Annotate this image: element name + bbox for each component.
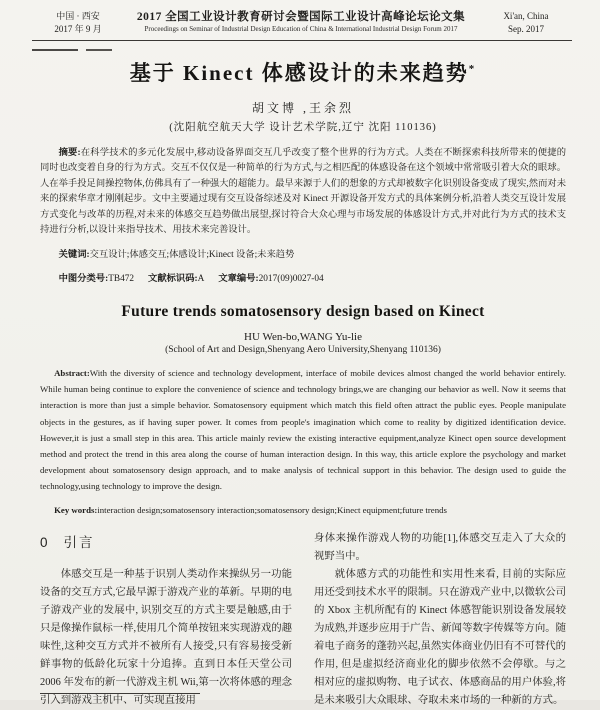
article-id-label: 文章编号:: [218, 274, 259, 285]
keywords-cn-text: 交互设计;体感交互;体感设计;Kinect 设备;未来趋势: [89, 249, 295, 260]
scan-artifact-dash-2: [86, 49, 112, 51]
article-id-segment: [218, 274, 323, 284]
header-location-line1: 中国 · 西安: [56, 11, 100, 21]
section-0-heading: [40, 534, 292, 552]
abstract-cn-text: 在科学技术的多元化发展中,移动设备界面交互几乎改变了整个世界的行为方式。人类在不断探索科技所带来的便捷的同时也改变着自身的行为方式。交互不仅仅是一种简单的行为方式,与之相匹配的体感设备在这个领域中常常吸引着大众的眼球。人在举手投足间操控物体,仿佛具有了一种强大的超能力。最早来源于人们的想象的方式却被数字化识别设备变成了现实,然而对未来的探索华章才刚刚起步。文中主要通过现有交互设备综述及对 Kinect 开源设备开发方式的具体案例分析,沿着人类交互设计发展方式变化与改革的历程,对未来的体感交互趋势做出展望,探讨符合大众心理与市场发展的体感设计方式,并对此行为方式的技术支持进行分析,以设计来指导技术、用技术来完善设计。: [40, 148, 566, 236]
footnote-divider: [40, 693, 200, 694]
abstract-cn: [40, 146, 566, 238]
keywords-cn: [40, 248, 566, 263]
abstract-en: [40, 365, 566, 495]
paper-title-cn-text: 基于 Kinect 体感设计的未来趋势: [129, 61, 469, 85]
clc-value: TB472: [108, 274, 135, 285]
clc-label: 中图分类号:: [58, 274, 109, 285]
body-column-right: [314, 530, 566, 710]
proceedings-title-en: Proceedings on Seminar of Industrial Design Education of China & International Industrial Design Forum 2017: [144, 25, 458, 33]
body-paragraph-right-2: 就体感方式的功能性和实用性来看, 目前的实际应用还受到技术水平的限制。只在游戏产业中,以微软公司的 Xbox 主机所配有的 Kinect 体感智能识别设备发展较为成熟,并逐步应用于广告、新闻等数字传媒等方向。随着电子商务的蓬勃兴起,虽然实体商业仍旧有不可替代的作用, 但是虚拟经济商业化的脚步依然不会停歇。与之相对应的虚拟购物、电子试衣、体感商品的用户体验,将是未来吸引大众眼球、夺取未来市场的一种新的方式。: [314, 569, 566, 707]
paper-title-en: Future trends somatosensory design based on Kinect: [121, 303, 485, 321]
keywords-cn-label: 关键词:: [58, 249, 90, 260]
authors-en: HU Wen-bo,WANG Yu-lie: [244, 331, 362, 344]
header-divider: [32, 40, 572, 41]
keywords-en-label: Key words:: [54, 505, 98, 516]
header-date-line-en: Sep. 2017: [508, 24, 544, 34]
doc-code-label: 文献标识码:: [148, 274, 198, 285]
keywords-en-text: interaction design;somatosensory interaction;somatosensory design;Kinect equipment;future trends: [97, 505, 447, 516]
body-paragraph-left: 体感交互是一种基于识别人类动作来操纵另一功能设备的交互方式,它最早源于游戏产业的革新。早期的电子游戏产业的发展中, 识别交互的方式主要是触感,由于只是像操作鼠标一样,使用几个简单按钮来实现游戏的趣味性,这种交互方式并不被所有人接受,只有容易接受新鲜事物的低龄化玩家十分追捧。直到日本任天堂公司 2006 年发布的新一代游戏主机 Wii,第一次将体感的理念引入到游戏主机中、可实现直接用: [40, 569, 292, 707]
scan-artifact-dash: [32, 49, 78, 51]
header-location-cn: [40, 10, 116, 36]
body-columns: [40, 530, 566, 710]
title-footnote-asterisk: *: [468, 63, 477, 75]
doc-code-segment: [148, 274, 204, 284]
abstract-cn-label: 摘要:: [58, 148, 81, 158]
paper-title-cn: [40, 57, 566, 87]
doc-code-value: A: [197, 274, 205, 285]
header-location-line1-en: Xi'an, China: [503, 11, 549, 21]
keywords-en: [40, 503, 566, 518]
header-location-en: [486, 10, 566, 36]
affiliation-en: (School of Art and Design,Shenyang Aero University,Shenyang 110136): [165, 345, 441, 356]
section-0-title: 引言: [63, 535, 95, 551]
affiliation-cn: (沈阳航空航天大学 设计艺术学院,辽宁 沈阳 110136): [169, 122, 437, 133]
abstract-en-label: Abstract:: [54, 368, 90, 379]
clc-segment: [59, 274, 134, 284]
header-proceedings: [124, 10, 478, 35]
section-0-number: 0: [40, 535, 50, 551]
body-paragraph-right-continuation: 身体来操作游戏人物的功能[1],体感交互走入了大众的视野当中。: [314, 533, 566, 563]
article-id-value: 2017(09)0027-04: [258, 274, 324, 285]
page-header: [40, 10, 566, 36]
abstract-en-text: With the diversity of science and technology development, interface of mobile devices almost changed the world behavior entirely. While human being continue to explore the convenience of science and technology brings,we are changing our behavior as well. Now it seems that interaction is more than just a simple behavior. Somatosensory equipment which match this field often attract the public eyes. People manipulate objects in the gestures, as if having super power. It comes from people's imagination which come to reality by digitized identification device. However,it is just a small step in this area. This article mainly review the existing interactive equipment,analyze Kinect open source development method and protect the trend in this area along the course of human interaction design. In this way, this article explore the psychology and market development about somatosensory design approach, and to make analysis of technical support in this behavior. The design used to guide the technology,using technology to improve the design.: [40, 368, 566, 492]
authors-cn: 胡文博 ,王余烈: [251, 101, 354, 115]
classification-line: [40, 272, 566, 287]
header-date-line-cn: 2017 年 9 月: [54, 24, 102, 34]
proceedings-title-cn: 2017 全国工业设计教育研讨会暨国际工业设计高峰论坛论文集: [136, 11, 466, 23]
body-column-left: [40, 530, 292, 710]
